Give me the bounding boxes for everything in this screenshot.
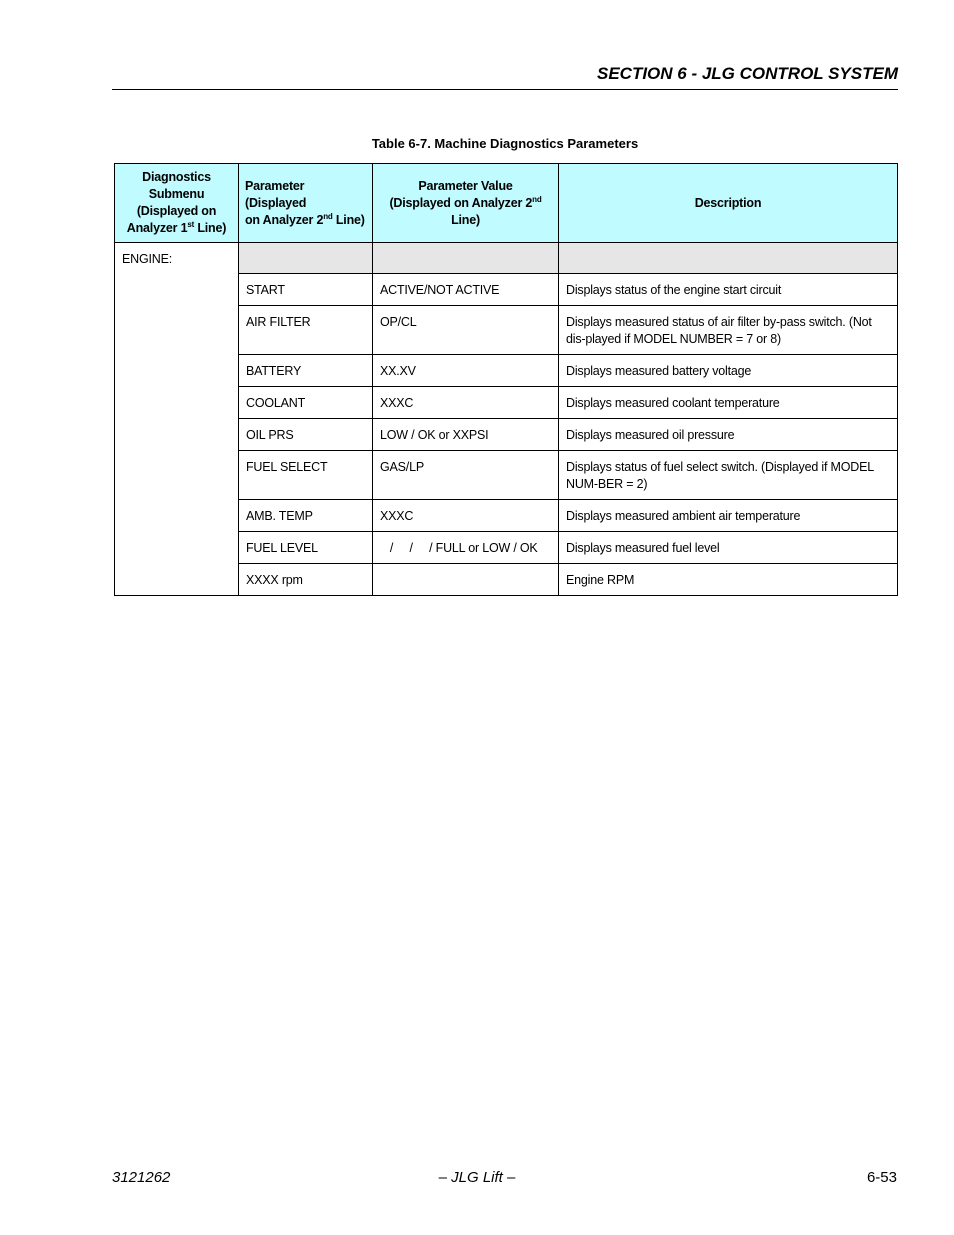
description-cell: Displays measured fuel level [559, 532, 898, 564]
doc-number: 3121262 [112, 1169, 171, 1186]
column-header-parameter: Parameter (Displayed on Analyzer 2nd Line) [239, 164, 373, 243]
description-cell: Displays measured coolant temperature [559, 387, 898, 419]
column-header-submenu: Diagnostics Submenu (Displayed on Analyzer 1st Line) [115, 164, 239, 243]
table-header-row [115, 164, 898, 243]
header-rule [112, 89, 898, 90]
page-number: 6-53 [866, 1169, 897, 1186]
parameter-cell: OIL PRS [239, 419, 373, 451]
table-title: Table 6-7. Machine Diagnostics Parameters [371, 136, 639, 151]
column-header-description: Description [559, 164, 898, 243]
shaded-cell [559, 243, 898, 274]
parameter-cell: START [239, 274, 373, 306]
parameter-cell: COOLANT [239, 387, 373, 419]
parameter-cell: FUEL SELECT [239, 451, 373, 500]
value-cell: OP/CL [373, 306, 559, 355]
value-cell: GAS/LP [373, 451, 559, 500]
shaded-cell [239, 243, 373, 274]
shaded-cell [373, 243, 559, 274]
description-cell: Displays measured ambient air temperature [559, 500, 898, 532]
description-cell: Displays measured status of air filter by-pass switch. (Not dis-played if MODEL NUMBER = 7 or 8) [559, 306, 898, 355]
table-row [115, 243, 898, 274]
value-cell: XXXC [373, 387, 559, 419]
column-header-value: Parameter Value (Displayed on Analyzer 2nd Line) [373, 164, 559, 243]
parameter-cell: AMB. TEMP [239, 500, 373, 532]
section-header: SECTION 6 - JLG CONTROL SYSTEM [597, 64, 898, 83]
parameter-cell: BATTERY [239, 355, 373, 387]
value-cell: XX.XV [373, 355, 559, 387]
parameter-cell: AIR FILTER [239, 306, 373, 355]
description-cell: Displays status of fuel select switch. (Displayed if MODEL NUM-BER = 2) [559, 451, 898, 500]
description-cell: Displays status of the engine start circuit [559, 274, 898, 306]
footer-brand: – JLG Lift – [438, 1169, 516, 1186]
description-cell: Engine RPM [559, 564, 898, 596]
parameter-cell: XXXX rpm [239, 564, 373, 596]
value-cell: XXXC [373, 500, 559, 532]
diagnostics-table [114, 163, 898, 596]
description-cell: Displays measured oil pressure [559, 419, 898, 451]
value-cell [373, 564, 559, 596]
description-cell: Displays measured battery voltage [559, 355, 898, 387]
value-cell: / / / FULL or LOW / OK [373, 532, 559, 564]
parameter-cell: FUEL LEVEL [239, 532, 373, 564]
submenu-cell: ENGINE: [115, 243, 239, 596]
value-cell: LOW / OK or XXPSI [373, 419, 559, 451]
value-cell: ACTIVE/NOT ACTIVE [373, 274, 559, 306]
